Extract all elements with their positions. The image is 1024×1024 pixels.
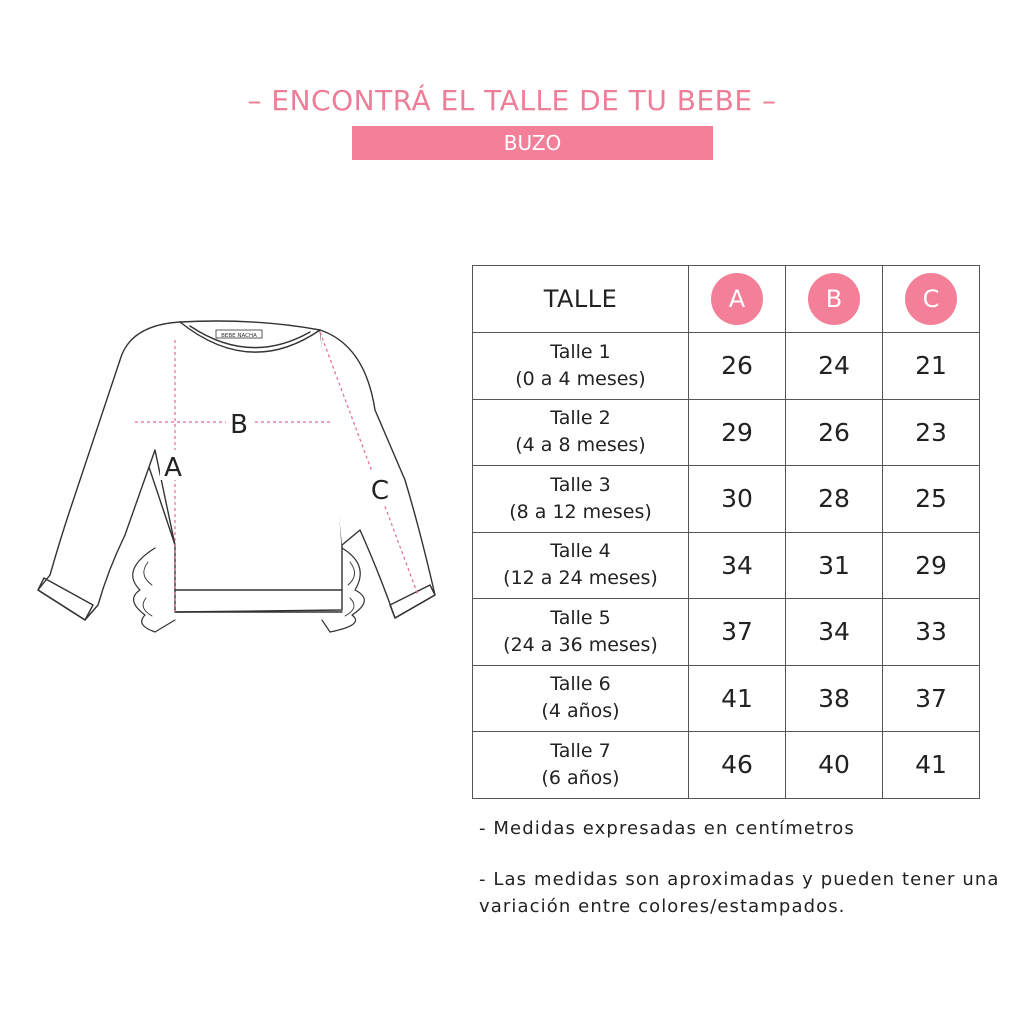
value-a-cell: 26 [689,333,786,400]
size-cell: Talle 2 (4 a 8 meses) [473,399,689,466]
size-cell: Talle 6 (4 años) [473,665,689,732]
measure-label-a: A [164,453,182,483]
column-c-header [883,266,980,333]
table-row [473,399,980,466]
column-a-header [689,266,786,333]
table-row [473,532,980,599]
table-row [473,466,980,533]
value-a-cell: 41 [689,665,786,732]
talle-column-header: TALLE [473,266,689,333]
value-a-cell: 34 [689,532,786,599]
table-header-row [473,266,980,333]
value-b-cell: 38 [786,665,883,732]
units-note: - Medidas expresadas en centímetros [479,818,855,839]
neck-tag-label: BEBE NACHA [221,333,257,339]
value-c-cell: 33 [883,599,980,666]
value-c-cell: 37 [883,665,980,732]
size-cell: Talle 4 (12 a 24 meses) [473,532,689,599]
value-c-cell: 23 [883,399,980,466]
value-c-cell: 29 [883,532,980,599]
value-a-cell: 46 [689,732,786,799]
variation-note: - Las medidas son aproximadas y pueden tener una variación entre colores/estampados. [479,869,1000,917]
value-a-cell: 37 [689,599,786,666]
measure-b-badge: B [808,273,860,325]
size-cell: Talle 1 (0 a 4 meses) [473,333,689,400]
value-c-cell: 41 [883,732,980,799]
column-b-header [786,266,883,333]
value-b-cell: 24 [786,333,883,400]
size-cell: Talle 3 (8 a 12 meses) [473,466,689,533]
measure-a-badge: A [711,273,763,325]
garment-type-banner: BUZO [352,126,713,160]
value-b-cell: 40 [786,732,883,799]
value-b-cell: 26 [786,399,883,466]
size-cell: Talle 5 (24 a 36 meses) [473,599,689,666]
value-a-cell: 29 [689,399,786,466]
value-b-cell: 34 [786,599,883,666]
value-a-cell: 30 [689,466,786,533]
value-c-cell: 25 [883,466,980,533]
measure-label-c: C [370,476,390,506]
measure-label-b: B [230,410,248,440]
page-title: – ENCONTRÁ EL TALLE DE TU BEBE – [247,84,777,117]
measure-c-badge: C [905,273,957,325]
size-table [472,265,980,799]
table-row [473,333,980,400]
left-ruffle [133,548,175,632]
value-b-cell: 28 [786,466,883,533]
value-b-cell: 31 [786,532,883,599]
size-cell: Talle 7 (6 años) [473,732,689,799]
table-row [473,732,980,799]
sweater-diagram [30,300,450,650]
value-c-cell: 21 [883,333,980,400]
table-row [473,599,980,666]
table-row [473,665,980,732]
